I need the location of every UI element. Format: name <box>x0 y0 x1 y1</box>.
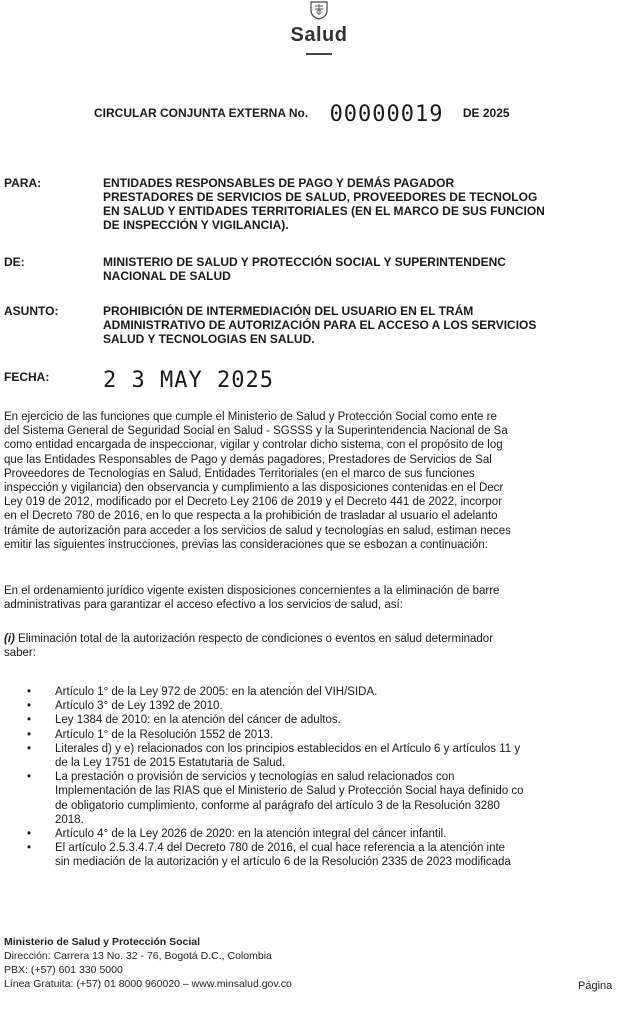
paragraph-eliminacion <box>4 632 619 660</box>
bullet-icon: • <box>27 742 32 755</box>
coat-of-arms-icon <box>307 0 331 20</box>
asunto-label: ASUNTO: <box>4 304 59 318</box>
de-label: DE: <box>4 255 25 269</box>
roman-numeral-marker: (i) <box>4 633 15 645</box>
bullet-icon: • <box>27 771 32 784</box>
bullet-icon: • <box>27 828 32 841</box>
circular-title <box>94 98 510 127</box>
logo-wordmark: Salud <box>290 24 348 46</box>
list-item: • Artículo 3° de Ley 1392 de 2010. <box>27 700 223 713</box>
de-value: MINISTERIO DE SALUD Y PROTECCIÓN SOCIAL Y SUPERINTENDENC NACIONAL DE SALUD <box>103 255 506 283</box>
footer-address: Dirección: Carrera 13 No. 32 - 76, Bogotá D.C., Colombia <box>4 950 272 962</box>
footer-pbx: PBX: (+57) 601 330 5000 <box>4 964 123 976</box>
paragraph-intro: En ejercicio de las funciones que cumple el Ministerio de Salud y Protección Social como ente re del Sistema General de Seguridad Social en Salud - SGSSS y la Superintendencia Nacional de Sa como entidad encargada de inspeccionar, vigilar y controlar dicho sistema, con el propósito de log que las Entidades Responsables de Pago y demás pagadores, Prestadores de Servicios de Sal Proveedores de Tecnologías en Salud, Entidades Territoriales (en el marco de sus funciones inspección y vigilancia) den observancia y cumplimiento a las disposiciones contenidas en el Decr Ley 019 de 2012, modificado por el Decreto Ley 2106 de 2019 y el Decreto 441 de 2022, incorpor en el Decreto 780 de 2016, en lo que respecta a la prohibición de trasladar al usuario el adelanto trámite de autorización para acceder a los servicios de salud y tecnologías en salud, estiman neces emitir las siguientes instrucciones, previas las consideraciones que se esbozan a continuación: <box>4 411 511 551</box>
fecha-value: 2 3 MAY 2025 <box>103 368 274 393</box>
bullet-icon: • <box>27 842 32 855</box>
logo-divider <box>306 53 332 55</box>
page-label: Página <box>578 980 613 992</box>
legal-references-list <box>27 685 619 870</box>
circular-year: DE 2025 <box>462 106 510 120</box>
list-item: • Artículo 1° de la Ley 972 de 2005: en la atención del VIH/SIDA. <box>27 686 378 698</box>
bullet-icon: • <box>27 728 32 741</box>
list-item: • La prestación o provisión de servicios y tecnologías en salud relacionados con Implementación de las RIAS que el Ministerio de Salud y Protección Social haya definido co de obligatorio cumplimiento, conforme al parágrafo del artículo 3 de la Resolución 3280 2018. <box>27 771 524 826</box>
para-value: ENTIDADES RESPONSABLES DE PAGO Y DEMÁS PAGADOR PRESTADORES DE SERVICIOS DE SALUD, PROVEEDORES DE TECNOLOG EN SALUD Y ENTIDADES TERRITORIALES (EN EL MARCO DE SUS FUNCION DE INSPECCIÓN Y VIGILANCIA). <box>103 176 545 232</box>
list-item: • Ley 1384 de 2010: en la atención del cáncer de adultos. <box>27 714 341 727</box>
fecha-label: FECHA: <box>4 370 50 384</box>
list-item: • Artículo 1° de la Resolución 1552 de 2013. <box>27 728 274 741</box>
footer-hotline: Línea Gratuita: (+57) 01 8000 960020 – www.minsalud.gov.co <box>4 978 292 990</box>
footer-org: Ministerio de Salud y Protección Social <box>4 936 201 948</box>
paragraph-eliminacion-text: Eliminación total de la autorización respecto de condiciones o eventos en salud determinador saber: <box>4 633 494 660</box>
bullet-icon: • <box>27 700 32 713</box>
circular-prefix: CIRCULAR CONJUNTA EXTERNA No. <box>94 106 309 120</box>
bullet-icon: • <box>27 714 32 727</box>
para-label: PARA: <box>4 176 42 190</box>
ministry-logo <box>284 0 354 55</box>
list-item: • El artículo 2.5.3.4.7.4 del Decreto 780 de 2016, el cual hace referencia a la atención inte sin mediación de la autorización y el artículo 6 de la Resolución 2335 de 2023 modificada <box>27 842 511 869</box>
list-item: • Literales d) y e) relacionados con los principios establecidos en el Artículo 6 y artículos 11 y de la Ley 1751 de 2015 Estatutaria de Salud. <box>27 742 521 770</box>
bullet-icon: • <box>27 686 32 698</box>
list-item: • Artículo 4° de la Ley 2026 de 2020: en la atención integral del cáncer infantil. <box>27 828 447 841</box>
paragraph-ordenamiento: En el ordenamiento jurídico vigente existen disposiciones concernientes a la eliminación de barre administrativas para garantizar el acceso efectivo a los servicios de salud, así: <box>4 585 500 612</box>
footer-contact <box>4 935 292 991</box>
circular-number: 00000019 <box>329 102 444 127</box>
asunto-value: PROHIBICIÓN DE INTERMEDIACIÓN DEL USUARIO EN EL TRÁM ADMINISTRATIVO DE AUTORIZACIÓN PARA EL ACCESO A LOS SERVICIOS SALUD Y TECNOLOGIAS EN SALUD. <box>103 304 537 346</box>
